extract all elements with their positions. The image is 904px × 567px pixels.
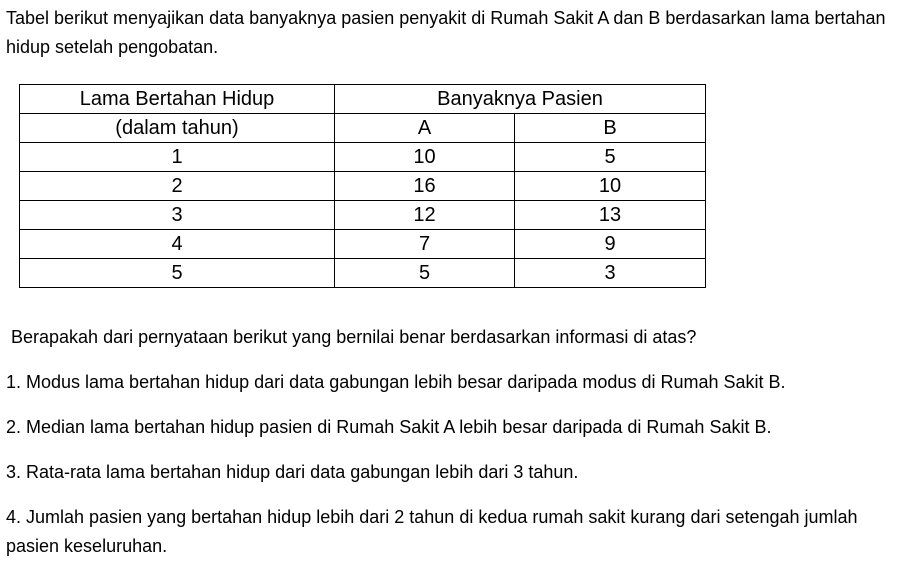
statement-item: 2. Median lama bertahan hidup pasien di Rumah Sakit A lebih besar daripada di Rumah Sakit B. xyxy=(6,417,772,437)
intro-text: Tabel berikut menyajikan data banyaknya pasien penyakit di Rumah Sakit A dan B berdasarkan lama bertahan hidup setelah pengobatan. xyxy=(6,8,886,57)
cell-hospital-a: 7 xyxy=(335,230,515,259)
header-patient-count: Banyaknya Pasien xyxy=(335,85,706,114)
table-row xyxy=(20,259,706,288)
patient-survival-table xyxy=(19,84,706,288)
statement-item: 1. Modus lama bertahan hidup dari data gabungan lebih besar daripada modus di Rumah Sakit B. xyxy=(6,372,786,392)
table-subheader-row xyxy=(20,114,706,143)
cell-hospital-a: 12 xyxy=(335,201,515,230)
cell-years: 1 xyxy=(20,143,335,172)
table-header-row xyxy=(20,85,706,114)
cell-hospital-b: 9 xyxy=(515,230,706,259)
cell-years: 2 xyxy=(20,172,335,201)
header-survival-unit: (dalam tahun) xyxy=(20,114,335,143)
cell-hospital-b: 5 xyxy=(515,143,706,172)
header-survival-years xyxy=(20,85,335,114)
table-row xyxy=(20,230,706,259)
statement-item: 3. Rata-rata lama bertahan hidup dari data gabungan lebih dari 3 tahun. xyxy=(6,462,579,482)
table-row xyxy=(20,172,706,201)
table-row xyxy=(20,143,706,172)
cell-hospital-b: 10 xyxy=(515,172,706,201)
question-text: Berapakah dari pernyataan berikut yang bernilai benar berdasarkan informasi di atas? xyxy=(11,327,697,347)
cell-hospital-a: 10 xyxy=(335,143,515,172)
header-survival-line1: Lama Bertahan Hidup xyxy=(79,88,275,110)
cell-hospital-a: 16 xyxy=(335,172,515,201)
cell-years: 4 xyxy=(20,230,335,259)
header-hospital-b: B xyxy=(515,114,706,143)
header-hospital-a: A xyxy=(335,114,515,143)
cell-hospital-b: 3 xyxy=(515,259,706,288)
statement-item: 4. Jumlah pasien yang bertahan hidup lebih dari 2 tahun di kedua rumah sakit kurang dari setengah jumlah pasien keseluruhan. xyxy=(6,507,858,556)
cell-years: 5 xyxy=(20,259,335,288)
cell-hospital-a: 5 xyxy=(335,259,515,288)
table-row xyxy=(20,201,706,230)
cell-hospital-b: 13 xyxy=(515,201,706,230)
cell-years: 3 xyxy=(20,201,335,230)
